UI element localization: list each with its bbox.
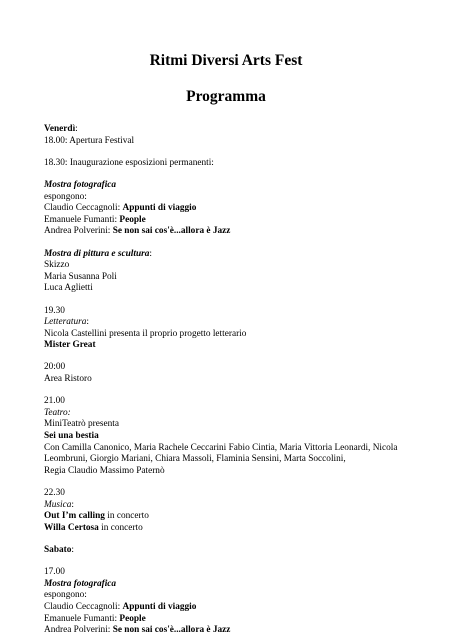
photo-exhibit-intro: espongono: <box>44 191 87 202</box>
document-subtitle: Programma <box>186 88 266 105</box>
inauguration-entry: 18.30: Inaugurazione esposizioni permanenti: <box>44 157 214 168</box>
saturday-time: 17.00 <box>44 567 65 578</box>
theatre-time: 21.00 <box>44 396 65 407</box>
dinner-label: Area Ristoro <box>44 374 92 385</box>
day-heading-saturday: Sabato: <box>44 544 74 555</box>
day-heading-friday: Venerdì: <box>44 124 78 134</box>
concert-act: Out I’m calling in concerto <box>44 511 149 522</box>
document-title: Ritmi Diversi Arts Fest <box>149 52 303 69</box>
painting-artist: Maria Susanna Poli <box>44 271 117 282</box>
concert-act: Willa Certosa in concerto <box>44 522 143 533</box>
photo-exhibit-heading: Mostra fotografica <box>44 578 117 589</box>
photo-exhibit-heading: Mostra fotografica <box>44 179 117 190</box>
painting-artist: Skizzo <box>44 260 70 271</box>
opening-entry: 18.00: Apertura Festival <box>44 135 135 146</box>
literature-category: Letteratura: <box>44 317 89 328</box>
artist-line: Claudio Ceccagnoli: Appunti di viaggio <box>44 203 197 214</box>
dinner-time: 20:00 <box>44 362 66 373</box>
artist-line: Claudio Ceccagnoli: Appunti di viaggio <box>44 601 197 612</box>
music-category: Musica: <box>44 499 74 510</box>
theatre-presenter: MiniTeatrò presenta <box>44 419 119 430</box>
theatre-director: Regia Claudio Massimo Paternò <box>44 465 165 476</box>
artist-line: Andrea Polverini: Se non sai cos'è...allora è Jazz <box>44 625 231 636</box>
theatre-category: Teatro: <box>44 407 71 418</box>
theatre-cast: Con Camilla Canonico, Maria Rachele Ceccarini Fabio Cintia, Maria Vittoria Leonardi, Nicola Leombruni, Giorgio Mariani, Chiara Massoli, Flaminia Sensini, Marta Soccolini, <box>44 442 398 465</box>
theatre-title: Sei una bestia <box>44 431 99 442</box>
program-content <box>44 124 424 637</box>
literature-time: 19.30 <box>44 305 65 316</box>
literature-title: Mister Great <box>44 340 96 351</box>
artist-line: Emanuele Fumanti: People <box>44 613 146 624</box>
painting-artist: Luca Aglietti <box>44 283 93 294</box>
photo-exhibit-intro: espongono: <box>44 590 87 601</box>
literature-description: Nicola Castellini presenta il proprio progetto letterario <box>44 328 247 339</box>
music-time: 22.30 <box>44 488 65 498</box>
artist-line: Emanuele Fumanti: People <box>44 214 146 225</box>
painting-exhibit-heading: Mostra di pittura e scultura: <box>44 248 152 259</box>
artist-line: Andrea Polverini: Se non sai cos'è...allora è Jazz <box>44 226 231 237</box>
